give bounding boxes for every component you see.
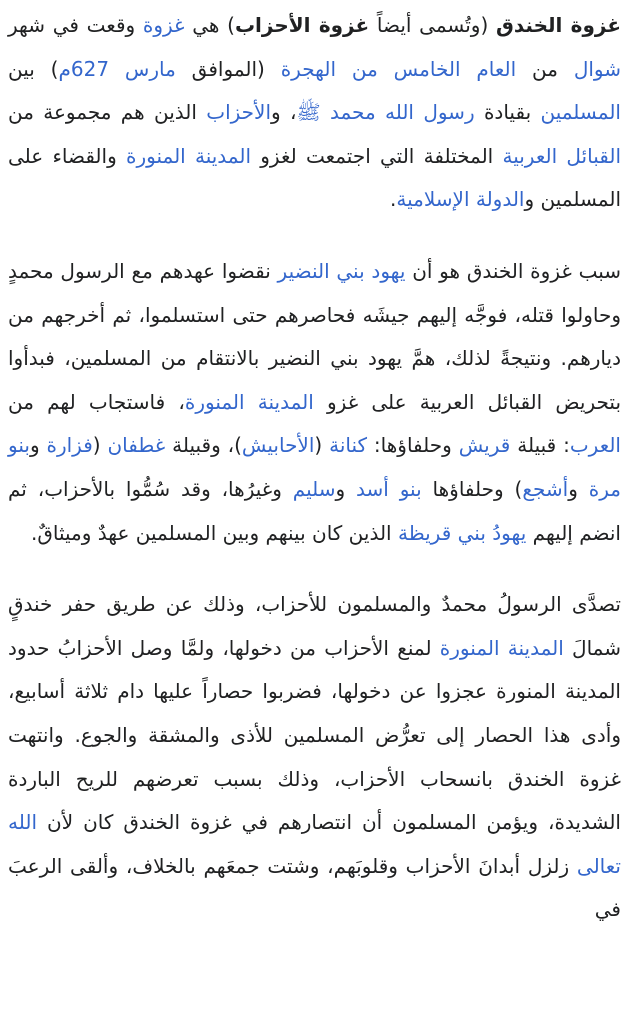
text-run: (الموافق bbox=[175, 56, 281, 81]
wiki-link[interactable]: المدينة المنورة bbox=[184, 389, 314, 414]
wiki-link[interactable]: المسلمين bbox=[540, 100, 621, 125]
wiki-link[interactable]: غطفان bbox=[107, 433, 166, 458]
text-run: ( bbox=[92, 433, 108, 458]
wiki-link[interactable]: العام الخامس من الهجرة bbox=[280, 56, 517, 81]
text-run: والقضاء على المسلمين و bbox=[8, 143, 621, 212]
text-run: لمنع الأحزاب من دخولها، ولمَّا وصل الأحزابُ حدود المدينة المنورة عجزوا عن دخولها، فضربوا حصاراً عليها دام ثلاثة أسابيع، وأدى هذا الحصار إلى تعرُّض المسلمين للأذى والمشقة والجوع. وانتهت غزوة الخندق بانسحاب الأحزاب، وذلك بسبب تعرضهم للريح الباردة الشديدة، ويؤمن المسلمون أن انتصارهم في غزوة الخندق كان لأن bbox=[8, 635, 621, 835]
wiki-link[interactable]: بنو مرة bbox=[8, 433, 621, 501]
text-run: الذين هم مجموعة من bbox=[8, 100, 207, 125]
text-run: : قبيلة bbox=[510, 433, 570, 458]
paragraph-cause bbox=[8, 250, 621, 555]
wiki-link[interactable]: قريش bbox=[458, 433, 511, 458]
text-run: ، فاستجاب لهم من bbox=[8, 389, 185, 414]
text-run: تصدَّى الرسولُ محمدٌ والمسلمون للأحزاب، وذلك عن طريق حفر خندقٍ شمالَ bbox=[8, 592, 621, 660]
text-run: وحلفاؤها: bbox=[367, 433, 459, 458]
text-run: نقضوا عهدهم مع الرسول محمدٍ وحاولوا قتله، فوجَّه إليهم جيشَه فحاصرهم حتى استسلموا، ثم أخرجهم من ديارهم. ونتيجةً لذلك، همَّ يهود بني النضير بالانتقام من المسلمين، فبدأوا بتحريض القبائل العربية على غزو bbox=[8, 258, 622, 414]
text-run: وغيرُها، وقد سُمُّوا بالأحزاب، ثم انضم إليهم bbox=[8, 476, 621, 545]
text-run: . bbox=[390, 187, 397, 212]
wiki-link[interactable]: تعالى bbox=[576, 853, 621, 878]
text-run: من bbox=[516, 56, 574, 81]
wiki-link[interactable]: رسول الله محمد bbox=[329, 100, 475, 125]
paragraph-outcome bbox=[8, 583, 621, 932]
text-run: سبب غزوة الخندق هو أن bbox=[405, 258, 621, 283]
wiki-link[interactable]: سليم bbox=[292, 476, 336, 501]
wiki-link[interactable]: مارس 627م bbox=[58, 56, 176, 81]
wiki-link[interactable]: الأحابيش bbox=[241, 433, 315, 458]
text-run: المختلفة التي اجتمعت لغزو bbox=[251, 143, 503, 168]
wiki-link[interactable]: العرب bbox=[569, 433, 621, 458]
text-run: ( bbox=[314, 433, 330, 458]
text-run: بقيادة bbox=[474, 100, 541, 125]
wiki-link[interactable]: أشجع bbox=[522, 476, 569, 501]
wiki-link[interactable]: يهود بني النضير bbox=[277, 258, 406, 283]
wiki-link[interactable]: الدولة الإسلامية bbox=[396, 187, 525, 212]
text-run: )، وقبيلة bbox=[165, 433, 242, 458]
wiki-link[interactable]: الله bbox=[8, 810, 37, 835]
text-run: و bbox=[29, 433, 47, 458]
wiki-link[interactable]: ﷺ bbox=[296, 100, 330, 125]
wiki-link[interactable]: شوال bbox=[573, 56, 621, 81]
wiki-link[interactable]: فزارة bbox=[46, 433, 93, 458]
wiki-link[interactable]: يهودُ بني قريظة bbox=[397, 520, 527, 545]
text-run: وقعت في شهر bbox=[8, 13, 143, 37]
text-run: و bbox=[568, 476, 589, 501]
text-run: ) وحلفاؤها bbox=[421, 476, 523, 501]
text-run: ) بين bbox=[8, 56, 59, 81]
text-run: (وتُسمى أيضاً bbox=[369, 13, 496, 37]
wiki-link[interactable]: كنانة bbox=[329, 433, 368, 458]
wiki-link[interactable]: المدينة المنورة bbox=[126, 143, 252, 168]
text-run: زلزل أبدانَ الأحزاب وقلوبَهم، وشتت جمعَهم بالخلاف، وألقى الرعبَ في bbox=[8, 853, 621, 922]
paragraph-intro bbox=[8, 4, 621, 222]
text-run: و bbox=[335, 476, 357, 501]
text-run: ، و bbox=[271, 100, 297, 125]
article-body bbox=[8, 4, 621, 932]
wiki-link[interactable]: القبائل العربية bbox=[502, 143, 622, 168]
wiki-link[interactable]: الأحزاب bbox=[206, 100, 272, 125]
bold-term: غزوة الخندق bbox=[495, 13, 622, 37]
wiki-link[interactable]: بنو أسد bbox=[356, 476, 422, 501]
wiki-link[interactable]: المدينة المنورة bbox=[439, 635, 564, 660]
bold-term: غزوة الأحزاب bbox=[234, 13, 370, 37]
wiki-link[interactable]: غزوة bbox=[142, 13, 185, 37]
text-run: ) هي bbox=[184, 13, 235, 37]
text-run: الذين كان بينهم وبين المسلمين عهدٌ وميثاقٌ. bbox=[31, 520, 398, 545]
